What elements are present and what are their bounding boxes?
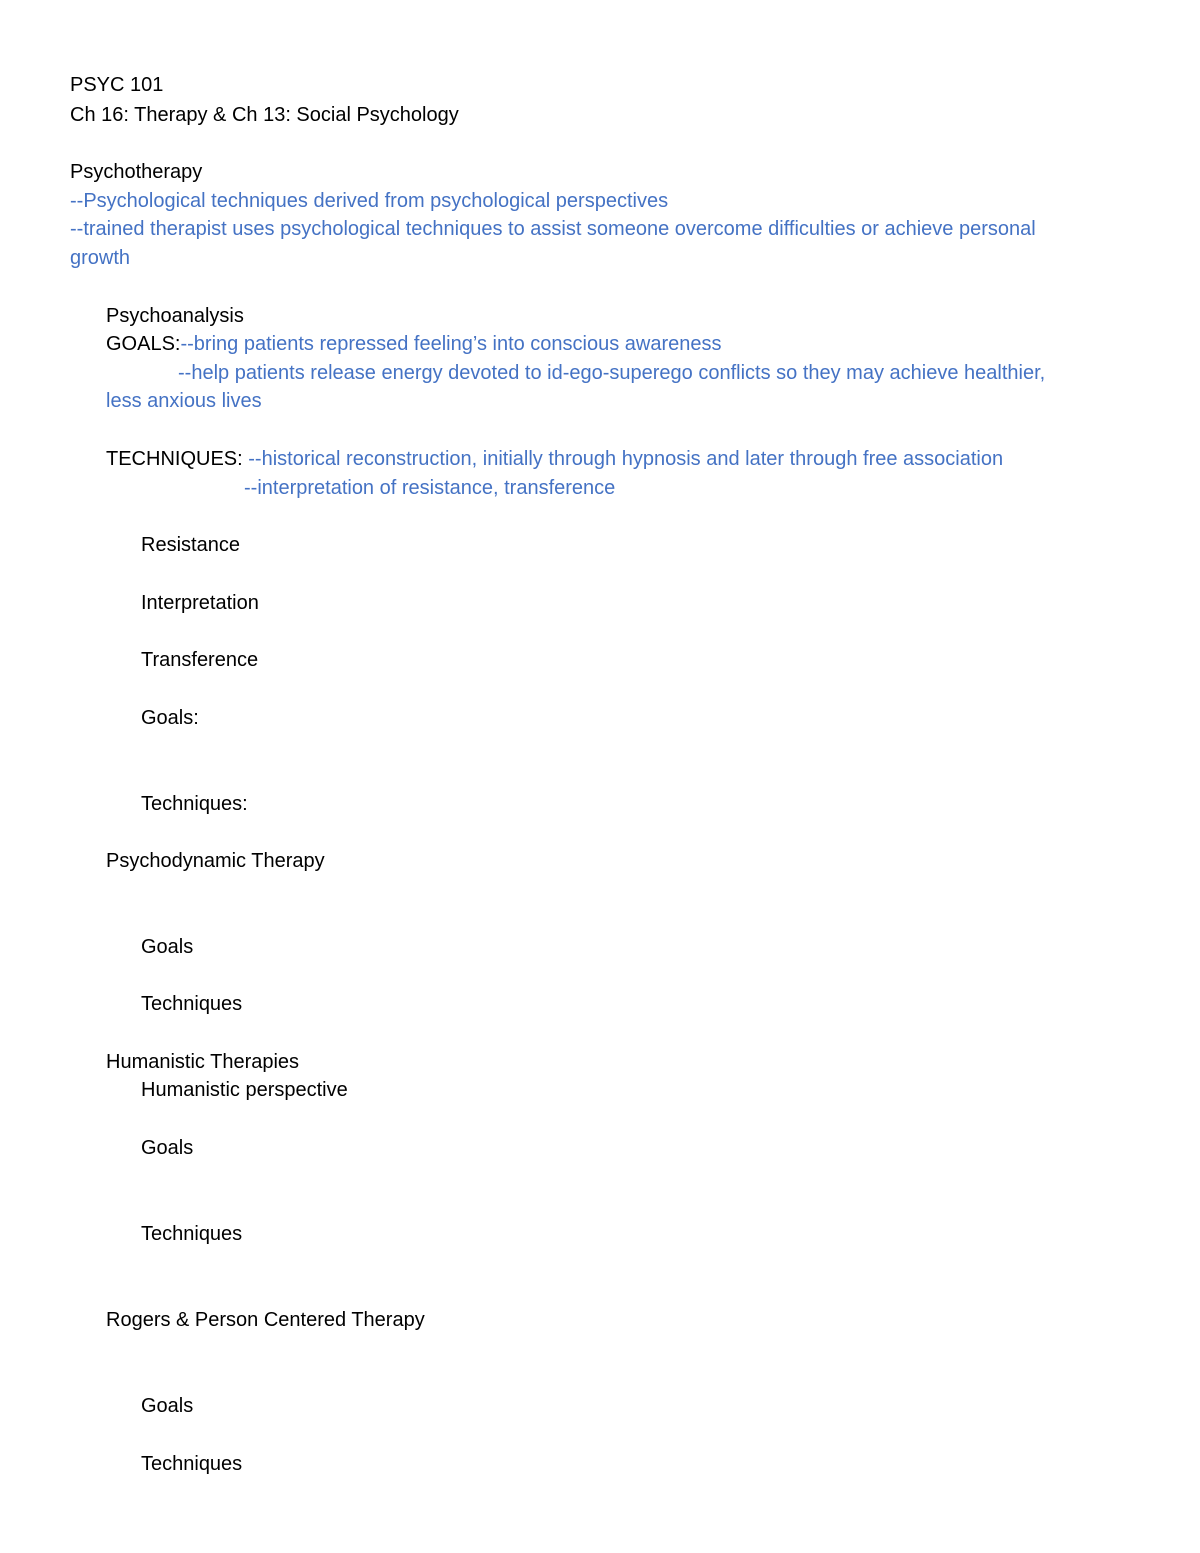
humanistic-perspective-subheading: Humanistic perspective xyxy=(141,1079,348,1101)
goals-subheading: Goals xyxy=(141,1395,194,1417)
techniques-line xyxy=(106,445,1003,473)
psychotherapy-heading: Psychotherapy xyxy=(70,161,203,183)
psychotherapy-note: --Psychological techniques derived from psychological perspectives xyxy=(70,190,669,212)
technique-note: --interpretation of resistance, transference xyxy=(244,477,616,499)
techniques-subheading: Techniques xyxy=(141,993,243,1015)
techniques-subheading: Techniques: xyxy=(141,793,248,815)
goal-note: --bring patients repressed feeling’s into conscious awareness xyxy=(180,333,722,355)
psychoanalysis-heading: Psychoanalysis xyxy=(106,305,244,327)
course-title: PSYC 101 xyxy=(70,74,164,96)
technique-note: --historical reconstruction, initially through hypnosis and later through free association xyxy=(248,448,1004,470)
resistance-subheading: Resistance xyxy=(141,534,240,556)
techniques-subheading: Techniques xyxy=(141,1223,243,1245)
techniques-subheading: Techniques xyxy=(141,1453,243,1475)
rogers-heading: Rogers & Person Centered Therapy xyxy=(106,1309,425,1331)
goals-subheading: Goals xyxy=(141,1137,194,1159)
goal-note: less anxious lives xyxy=(106,390,262,412)
goals-label: GOALS: xyxy=(106,333,181,355)
psychotherapy-note: --trained therapist uses psychological techniques to assist someone overcome difficulties or achieve personal xyxy=(70,218,1036,240)
goals-subheading: Goals: xyxy=(141,707,199,729)
goal-note: --help patients release energy devoted to id-ego-superego conflicts so they may achieve healthier, xyxy=(178,362,1046,384)
techniques-label: TECHNIQUES: xyxy=(106,448,249,470)
humanistic-heading: Humanistic Therapies xyxy=(106,1051,300,1073)
transference-subheading: Transference xyxy=(141,649,259,671)
goals-subheading: Goals xyxy=(141,936,194,958)
goals-line xyxy=(106,330,722,358)
chapter-title: Ch 16: Therapy & Ch 13: Social Psychology xyxy=(70,104,459,126)
psychotherapy-note: growth xyxy=(70,247,131,269)
interpretation-subheading: Interpretation xyxy=(141,592,259,614)
psychodynamic-heading: Psychodynamic Therapy xyxy=(106,850,325,872)
